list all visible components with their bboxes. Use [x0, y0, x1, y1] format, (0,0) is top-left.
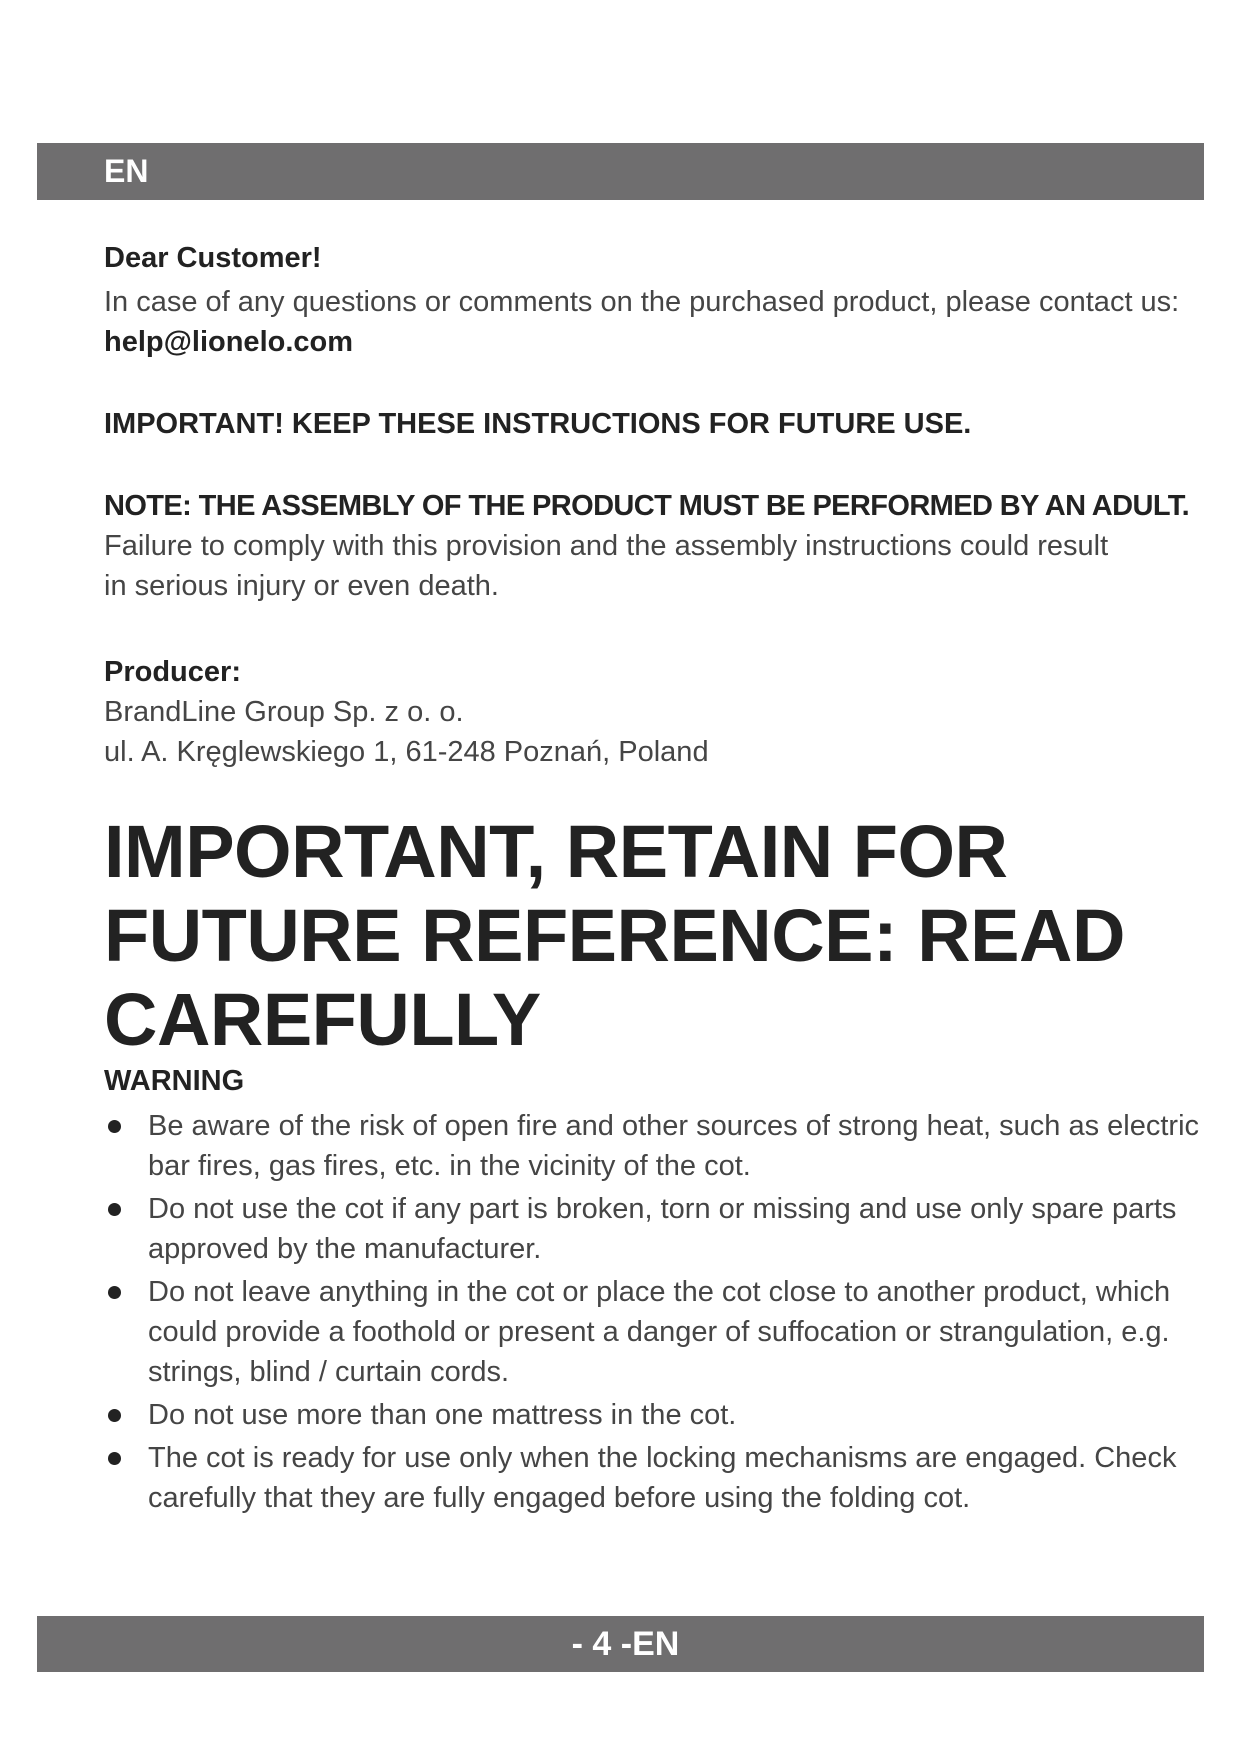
greeting-title: Dear Customer! — [104, 242, 322, 274]
warning-item-text: Do not use more than one mattress in the cot. — [148, 1399, 737, 1431]
producer-label: Producer: — [104, 656, 241, 688]
important-note: IMPORTANT! KEEP THESE INSTRUCTIONS FOR FUTURE USE. — [104, 408, 972, 440]
page-number: - 4 -EN — [571, 1625, 680, 1663]
warning-item-text: Do not leave anything in the cot or place the cot close to another product, which could provide a foothold or present a danger of suffocation or strangulation, e.g. strings, blind / curtain cords. — [148, 1276, 1171, 1388]
greeting-text: In case of any questions or comments on the purchased product, please contact us: — [104, 286, 1180, 318]
assembly-note-line-1: Failure to comply with this provision and the assembly instructions could result — [104, 530, 1109, 562]
warning-item — [104, 1106, 1214, 1186]
assembly-note-title: NOTE: THE ASSEMBLY OF THE PRODUCT MUST BE PERFORMED BY AN ADULT. — [104, 490, 1190, 522]
warning-item — [104, 1272, 1214, 1392]
bullet-icon — [108, 1409, 121, 1422]
producer-company: BrandLine Group Sp. z o. o. — [104, 696, 464, 728]
contact-email[interactable]: help@lionelo.com — [104, 326, 354, 358]
assembly-note-line-2: in serious injury or even death. — [104, 570, 499, 602]
warning-list — [104, 1106, 1214, 1518]
warning-item-text: Be aware of the risk of open fire and other sources of strong heat, such as electric bar fires, gas fires, etc. in the vicinity of the cot. — [148, 1110, 1200, 1182]
bullet-icon — [108, 1203, 121, 1216]
warning-item — [104, 1438, 1214, 1518]
warning-item-text: The cot is ready for use only when the locking mechanisms are engaged. Check carefully that they are fully engaged before using the folding cot. — [148, 1442, 1177, 1514]
warning-item-text: Do not use the cot if any part is broken, torn or missing and use only spare parts approved by the manufacturer. — [148, 1193, 1177, 1265]
footer-bar — [37, 1616, 1204, 1672]
header-bar — [37, 143, 1204, 200]
bullet-icon — [108, 1286, 121, 1299]
warning-item — [104, 1395, 1214, 1435]
bullet-icon — [108, 1120, 121, 1133]
warning-label: WARNING — [104, 1065, 245, 1097]
page-content — [104, 238, 1214, 1521]
warning-item — [104, 1189, 1214, 1269]
language-label: EN — [104, 153, 149, 189]
producer-address: ul. A. Kręglewskiego 1, 61-248 Poznań, Poland — [104, 736, 709, 768]
bullet-icon — [108, 1452, 121, 1465]
main-heading: IMPORTANT, RETAIN FOR FUTURE REFERENCE: READ CAREFULLY — [104, 810, 1125, 1061]
